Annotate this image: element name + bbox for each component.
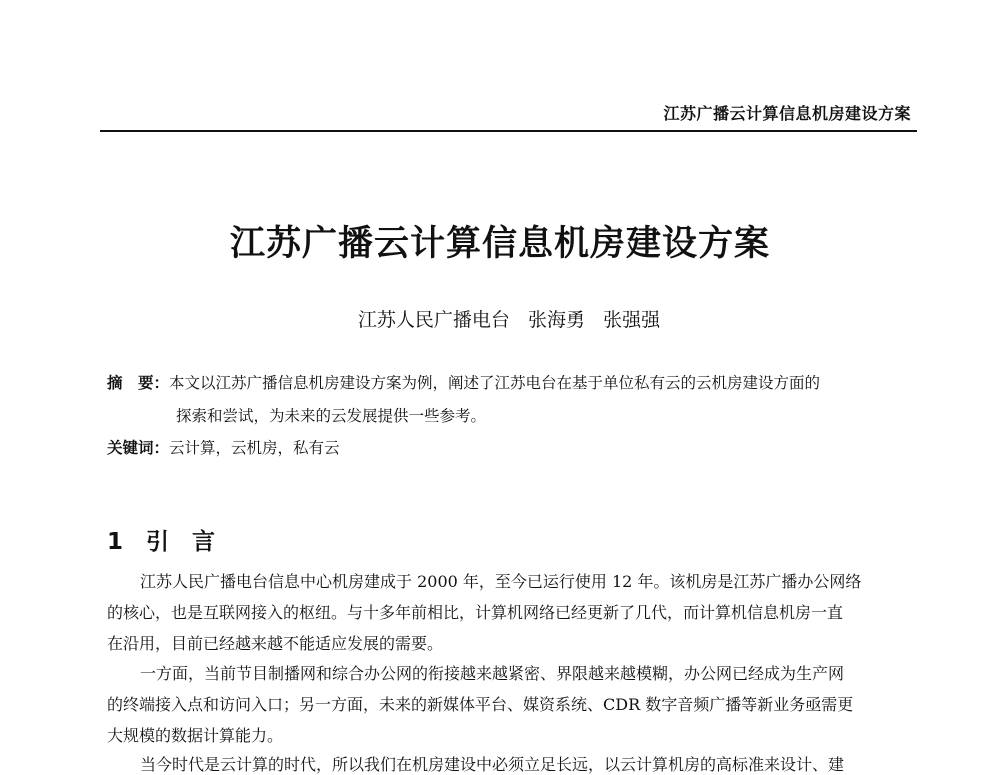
keywords-label: 关键词： bbox=[107, 439, 170, 457]
abstract-line-2 bbox=[176, 404, 486, 426]
paper-title: 江苏广播云计算信息机房建设方案 bbox=[229, 223, 770, 264]
keywords-text: 云计算，云机房，私有云 bbox=[169, 439, 340, 457]
paragraph-line: 的终端接入点和访问入口；另一方面，未来的新媒体平台、媒资系统、CDR 数字音频广播等新业务亟需更 bbox=[107, 695, 854, 714]
abstract-text-2: 探索和尝试，为未来的云发展提供一些参考。 bbox=[176, 407, 487, 425]
author-name-1: 张海勇 bbox=[527, 309, 585, 331]
running-header bbox=[100, 98, 917, 132]
running-header-title: 江苏广播云计算信息机房建设方案 bbox=[663, 104, 911, 123]
paragraph-line: 江苏人民广播电台信息中心机房建成于 2000 年，至今已运行使用 12 年。该机房是江苏广播办公网络 bbox=[140, 572, 862, 591]
abstract-line-1 bbox=[107, 371, 820, 393]
abstract-text-1: 本文以江苏广播信息机房建设方案为例，阐述了江苏电台在基于单位私有云的云机房建设方面的 bbox=[169, 374, 821, 392]
author-affiliation: 江苏人民广播电台 bbox=[357, 309, 510, 331]
paragraph-line: 当今时代是云计算的时代，所以我们在机房建设中必须立足长远，以云计算机房的高标准来设计、建 bbox=[140, 755, 845, 774]
author-line bbox=[0, 305, 1000, 332]
paragraph-line: 一方面，当前节目制播网和综合办公网的衔接越来越紧密、界限越来越模糊，办公网已经成为生产网 bbox=[140, 664, 845, 683]
paragraph-line: 在沿用，目前已经越来越不能适应发展的需要。 bbox=[107, 634, 444, 653]
author-name-2: 张强强 bbox=[603, 309, 661, 331]
paragraph-line: 大规模的数据计算能力。 bbox=[107, 726, 284, 745]
paragraph-line: 的核心，也是互联网接入的枢纽。与十多年前相比，计算机网络已经更新了几代，而计算机信息机房一直 bbox=[107, 603, 844, 622]
section-heading-introduction: 1 引 言 bbox=[107, 529, 216, 555]
keywords-line bbox=[107, 436, 340, 458]
abstract-label: 摘 要： bbox=[107, 374, 170, 392]
